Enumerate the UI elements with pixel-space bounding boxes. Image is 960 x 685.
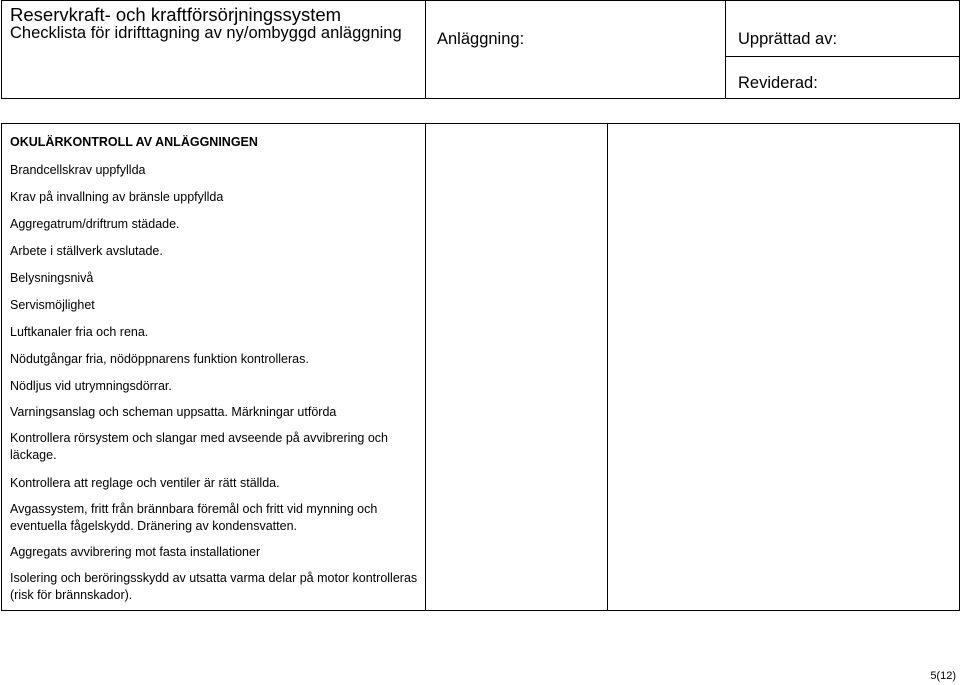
checklist-table: [0, 123, 960, 611]
header-divider: [726, 56, 959, 57]
anlaggning-label: Anläggning:: [437, 30, 525, 48]
check-column[interactable]: [426, 123, 608, 611]
checklist-item: Aggregatrum/driftrum städade.: [10, 217, 180, 231]
checklist-item: Kontrollera att reglage och ventiler är rätt ställda.: [10, 476, 280, 490]
header-author-cell: [725, 0, 960, 99]
checklist-item: Krav på invallning av bränsle uppfyllda: [10, 190, 224, 204]
document-title: Reservkraft- och kraftförsörjningssystem: [10, 4, 342, 25]
checklist-item: Isolering och beröringsskydd av utsatta varma delar på motor kontrolleras (risk för brännskador).: [10, 571, 418, 602]
checklist-item: Aggregats avvibrering mot fasta installationer: [10, 545, 261, 559]
page-number: 5(12): [930, 670, 956, 682]
document-subtitle: Checklista för idrifttagning av ny/ombyggd anläggning: [10, 24, 402, 42]
checklist-items-column: [1, 123, 426, 611]
checklist-item: Avgassystem, fritt från brännbara föremål och fritt vid mynning och eventuella fågelskydd. Dränering av kondensvatten.: [10, 502, 378, 533]
checklist-item: Arbete i ställverk avslutade.: [10, 244, 163, 258]
checklist-item: Luftkanaler fria och rena.: [10, 325, 149, 339]
upprattad-label: Upprättad av:: [738, 30, 838, 48]
remarks-column[interactable]: [608, 123, 960, 611]
checklist-item: Belysningsnivå: [10, 271, 94, 285]
checklist-item: Nödljus vid utrymningsdörrar.: [10, 379, 172, 393]
checklist-heading: OKULÄRKONTROLL AV ANLÄGGNINGEN: [10, 135, 258, 149]
checklist-item: Nödutgångar fria, nödöppnarens funktion kontrolleras.: [10, 352, 309, 366]
checklist-item: Kontrollera rörsystem och slangar med avseende på avvibrering och läckage.: [10, 431, 388, 462]
header-anlaggning-cell: [425, 0, 725, 99]
reviderad-label: Reviderad:: [738, 74, 818, 92]
header-title-cell: [1, 0, 426, 99]
checklist-item: Brandcellskrav uppfyllda: [10, 163, 146, 177]
checklist-item: Varningsanslag och scheman uppsatta. Märkningar utförda: [10, 405, 337, 419]
checklist-item: Servismöjlighet: [10, 298, 95, 312]
